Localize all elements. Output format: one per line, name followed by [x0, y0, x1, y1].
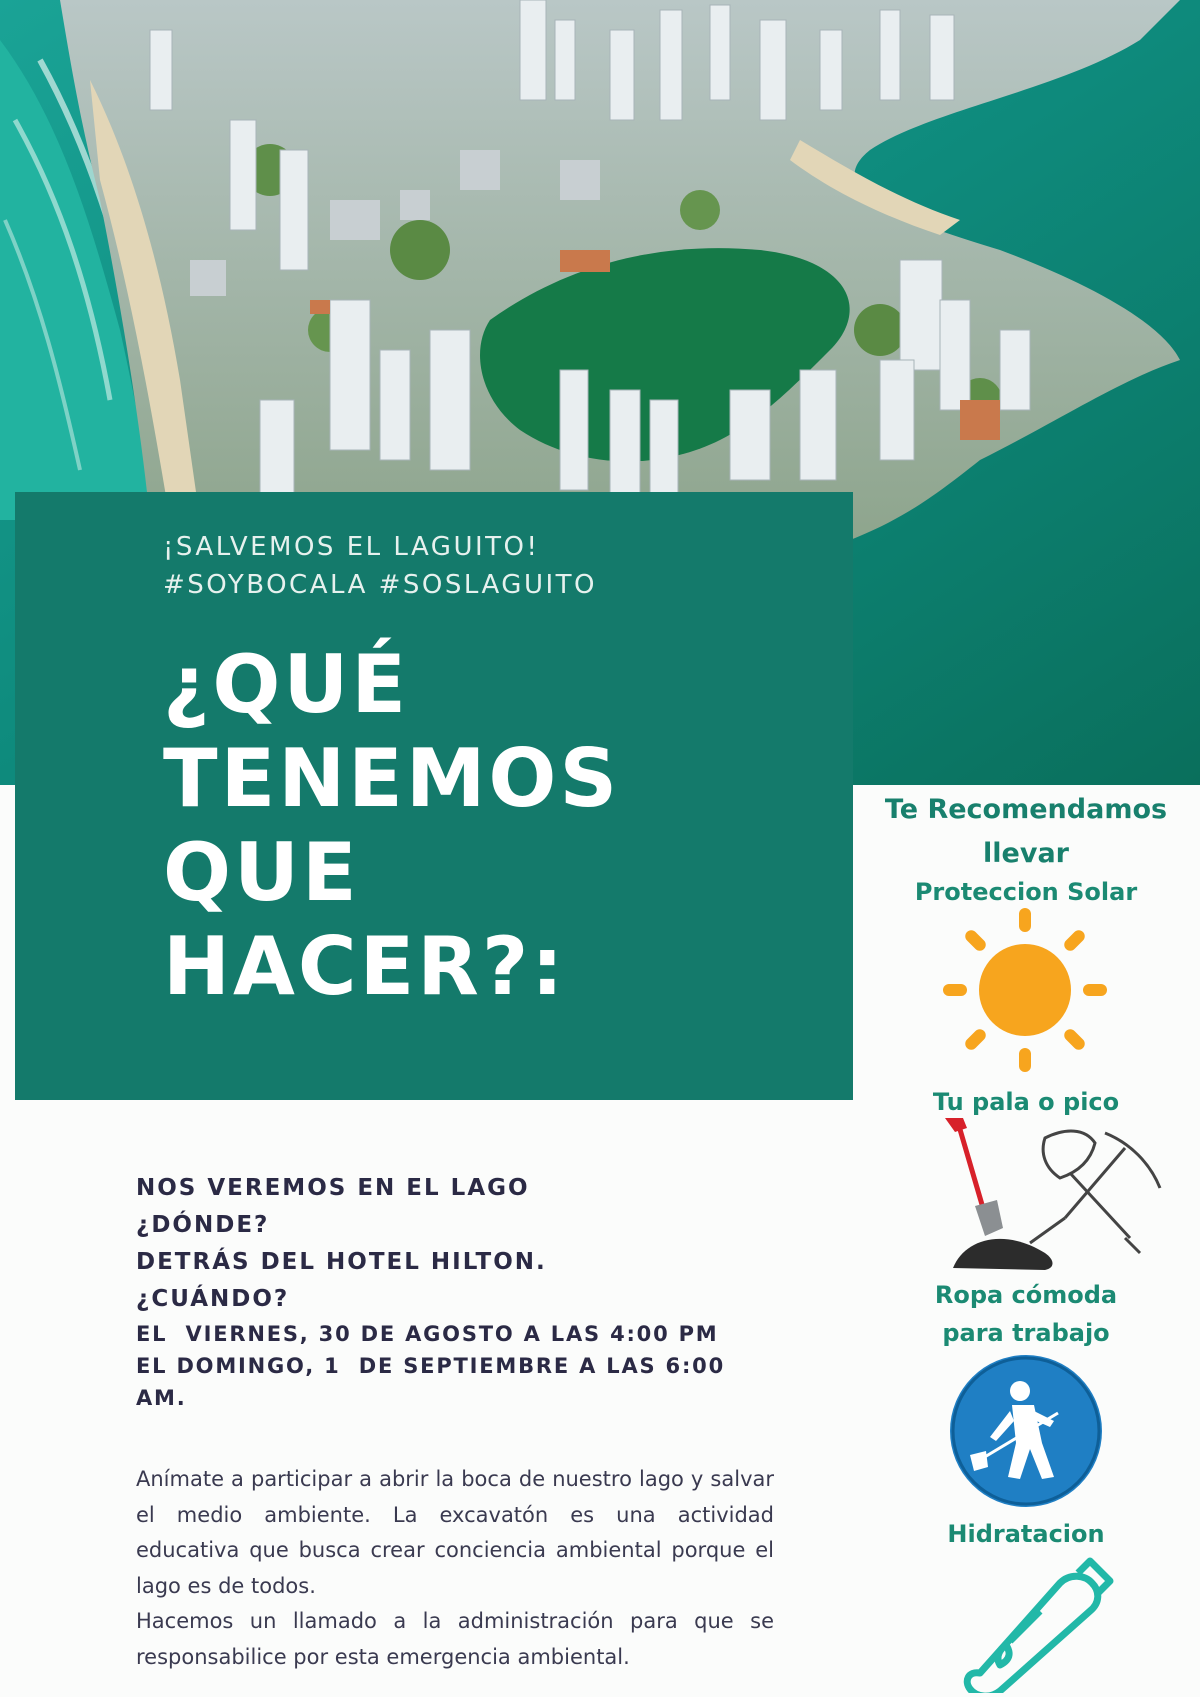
body-text	[136, 1462, 774, 1675]
campaign-tagline: ¡SALVEMOS EL LAGUITO!	[163, 532, 540, 562]
recommendation-clothing-line-2: para trabajo	[942, 1319, 1110, 1347]
event-date-2: EL DOMINGO, 1 DE SEPTIEMBRE A LAS 6:00 AM.	[136, 1354, 735, 1410]
recommendations-title-line-1: Te Recomendamos	[884, 794, 1168, 825]
shovel-pickaxe-icon	[945, 1118, 1165, 1278]
event-details	[136, 1170, 776, 1414]
headline-line-4: HACER?:	[163, 920, 567, 1013]
recommendations-title	[856, 788, 1196, 876]
sun-icon	[940, 905, 1110, 1075]
recommendation-sunscreen: Proteccion Solar	[914, 878, 1138, 906]
body-paragraph-1: Anímate a participar a abrir la boca de nuestro lago y salvar el medio ambiente. La excavatón es una actividad educativa que busca crear conciencia ambiental porque el lago es de todos.	[136, 1467, 774, 1598]
recommendation-clothing	[856, 1276, 1196, 1352]
campaign-hashtags: #SOYBOCALA #SOSLAGUITO	[163, 570, 597, 600]
recommendation-tools: Tu pala o pico	[932, 1088, 1120, 1116]
body-paragraph-2: Hacemos un llamado a la administración para que se responsabilice por esta emergencia ambiental.	[136, 1609, 774, 1669]
headline-line-1: ¿QUÉ	[163, 638, 410, 731]
when-question: ¿CUÁNDO?	[136, 1286, 290, 1312]
meet-line: NOS VEREMOS EN EL LAGO	[136, 1175, 530, 1201]
worker-digging-icon	[950, 1355, 1102, 1507]
headline-panel	[15, 492, 853, 1100]
main-headline	[163, 638, 620, 1014]
headline-line-2: TENEMOS	[163, 732, 621, 825]
recommendation-clothing-line-1: Ropa cómoda	[934, 1281, 1118, 1309]
headline-line-3: QUE	[163, 826, 360, 919]
where-question: ¿DÓNDE?	[136, 1212, 270, 1238]
water-bottle-icon	[940, 1553, 1120, 1693]
recommendation-hydration: Hidratacion	[947, 1520, 1105, 1548]
event-date-1: EL VIERNES, 30 DE AGOSTO A LAS 4:00 PM	[136, 1322, 719, 1346]
where-answer: DETRÁS DEL HOTEL HILTON.	[136, 1249, 547, 1275]
recommendations-title-line-2: llevar	[983, 838, 1069, 869]
